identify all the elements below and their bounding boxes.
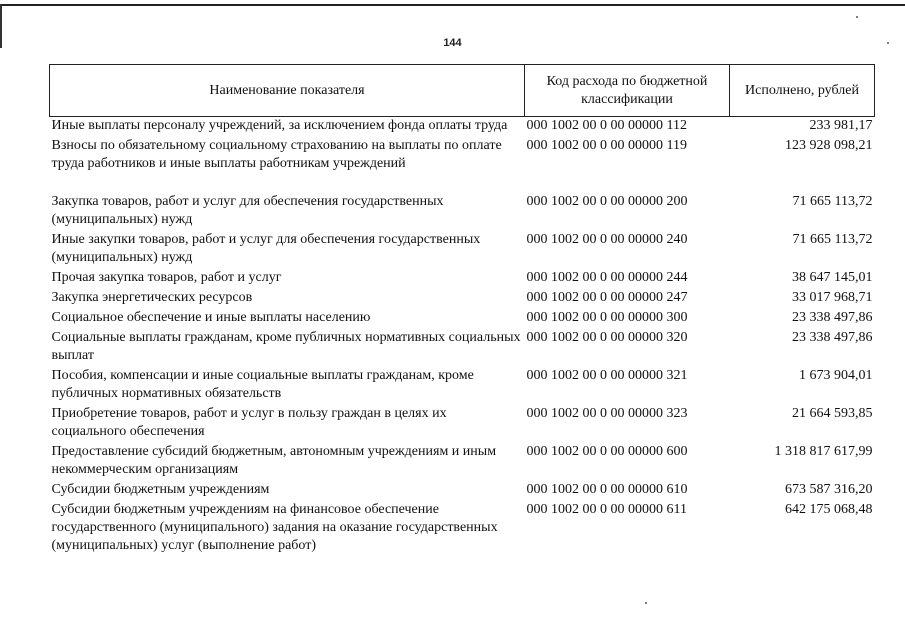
executed-amount: 33 017 968,71 — [792, 290, 873, 305]
header-expense-code: Код расхода по бюджетной классификации — [525, 65, 730, 117]
indicator-name: Социальное обеспечение и иные выплаты населению — [51, 310, 371, 325]
executed-amount: 1 318 817 617,99 — [774, 444, 873, 459]
scan-top-border — [0, 0, 905, 6]
expense-code: 000 1002 00 0 00 00000 112 — [526, 118, 687, 133]
executed-amount: 642 175 068,48 — [785, 502, 873, 517]
expense-code: 000 1002 00 0 00 00000 200 — [526, 194, 688, 209]
expense-code: 000 1002 00 0 00 00000 610 — [526, 482, 688, 497]
header-indicator-name: Наименование показателя — [50, 65, 525, 117]
indicator-name: Иные закупки товаров, работ и услуг для обеспечения государственных (муниципальных) нужд — [51, 232, 481, 265]
table-row — [50, 405, 875, 443]
expense-code: 000 1002 00 0 00 00000 240 — [526, 232, 688, 247]
executed-amount: 1 673 904,01 — [799, 368, 873, 383]
table-row — [50, 269, 875, 289]
table-row — [50, 329, 875, 367]
scan-speck — [645, 602, 647, 604]
indicator-name: Субсидии бюджетным учреждениям на финансовое обеспечение государственного (муниципального) задания на оказание государственных (муниципальных) услуг (выполнение работ) — [51, 502, 498, 553]
executed-amount: 673 587 316,20 — [785, 482, 873, 497]
table-row — [50, 117, 875, 138]
indicator-name: Приобретение товаров, работ и услуг в пользу граждан в целях их социального обеспечения — [51, 406, 447, 439]
table-row — [50, 309, 875, 329]
table-row — [50, 501, 875, 557]
expense-code: 000 1002 00 0 00 00000 600 — [526, 444, 688, 459]
expense-code: 000 1002 00 0 00 00000 247 — [526, 290, 688, 305]
table-header-row — [50, 65, 875, 117]
table-row — [50, 481, 875, 501]
table-row — [50, 289, 875, 309]
indicator-name: Предоставление субсидий бюджетным, автономным учреждениям и иным некоммерческим организациям — [51, 444, 497, 477]
expense-code: 000 1002 00 0 00 00000 323 — [526, 406, 688, 421]
executed-amount: 38 647 145,01 — [792, 270, 873, 285]
executed-amount: 71 665 113,72 — [792, 194, 873, 209]
indicator-name: Социальные выплаты гражданам, кроме публичных нормативных социальных выплат — [51, 330, 521, 363]
table-row — [50, 193, 875, 231]
indicator-name: Субсидии бюджетным учреждениям — [51, 482, 270, 497]
executed-amount: 123 928 098,21 — [785, 138, 873, 153]
table-row — [50, 443, 875, 481]
expense-code: 000 1002 00 0 00 00000 611 — [526, 502, 687, 517]
indicator-name: Закупка энергетических ресурсов — [51, 290, 253, 305]
executed-amount: 233 981,17 — [809, 118, 873, 133]
expense-code: 000 1002 00 0 00 00000 320 — [526, 330, 688, 345]
scan-speck — [856, 16, 858, 18]
executed-amount: 23 338 497,86 — [792, 330, 873, 345]
expense-code: 000 1002 00 0 00 00000 321 — [526, 368, 688, 383]
table-row — [50, 137, 875, 193]
indicator-name: Взносы по обязательному социальному страхованию на выплаты по оплате труда работников и иные выплаты работникам учреждений — [51, 138, 502, 171]
budget-expenditure-table — [49, 64, 875, 557]
executed-amount: 21 664 593,85 — [792, 406, 873, 421]
executed-amount: 23 338 497,86 — [792, 310, 873, 325]
header-executed-amount: Исполнено, рублей — [730, 65, 875, 117]
indicator-name: Прочая закупка товаров, работ и услуг — [51, 270, 282, 285]
expense-code: 000 1002 00 0 00 00000 244 — [526, 270, 688, 285]
table-row — [50, 231, 875, 269]
executed-amount: 71 665 113,72 — [792, 232, 873, 247]
indicator-name: Закупка товаров, работ и услуг для обеспечения государственных (муниципальных) нужд — [51, 194, 444, 227]
table-row — [50, 367, 875, 405]
expense-code: 000 1002 00 0 00 00000 119 — [526, 138, 687, 153]
indicator-name: Иные выплаты персоналу учреждений, за исключением фонда оплаты труда — [51, 118, 508, 133]
page-number: 144 — [443, 37, 462, 49]
indicator-name: Пособия, компенсации и иные социальные выплаты гражданам, кроме публичных нормативных обязательств — [51, 368, 474, 401]
expense-code: 000 1002 00 0 00 00000 300 — [526, 310, 688, 325]
